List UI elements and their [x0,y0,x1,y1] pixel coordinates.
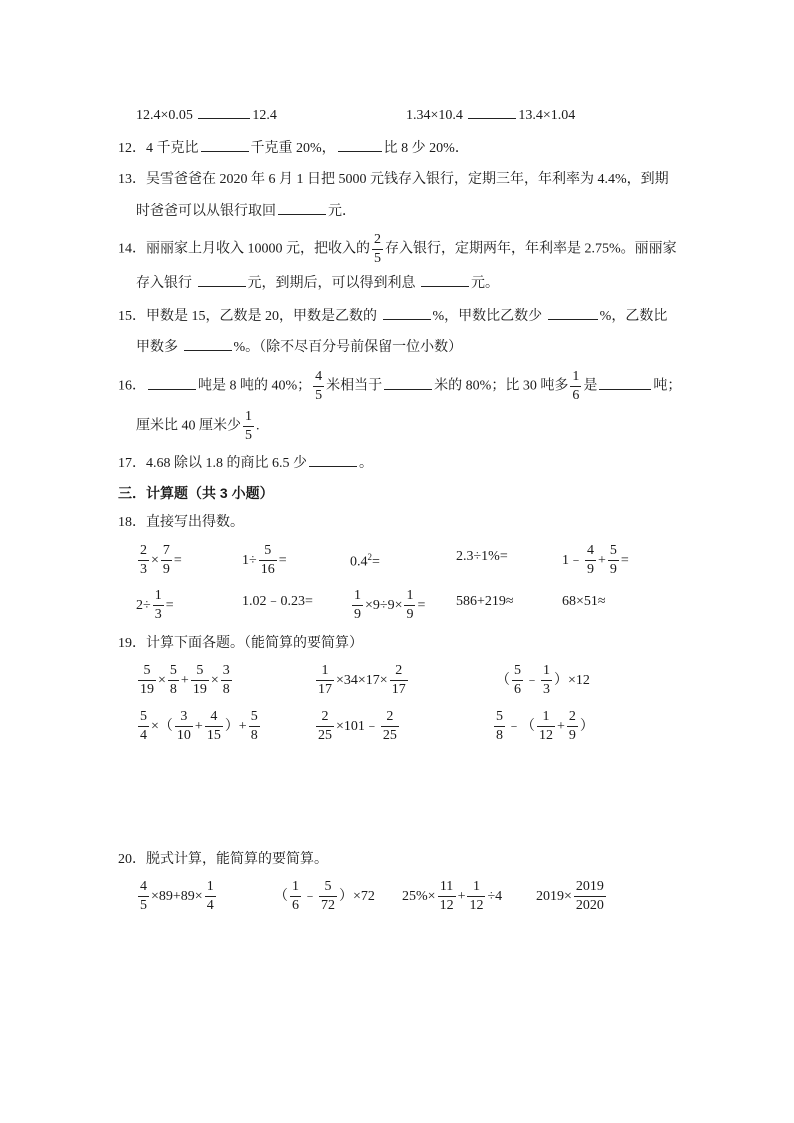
q15-text-1: 甲数是 15，乙数是 20，甲数是乙数的 [146,309,381,324]
answer-blank[interactable] [309,452,357,467]
q16-text-5: 吨； [653,378,682,394]
denominator: 17 [391,682,406,697]
denominator: 5 [374,251,381,266]
q16-text-1: 吨是 8 吨的 40%； [198,378,312,394]
numerator: 1 [153,589,164,606]
fraction [585,544,596,577]
question-19-label: 19．计算下面各题。（能简算的要简算） [118,636,363,651]
fraction [249,710,260,743]
equals-sign: = [372,554,380,570]
denominator: 3 [543,682,550,697]
equals-sign: = [278,552,287,568]
numerator: 2 [381,710,399,727]
q14-text-3: 存入银行 [136,276,196,291]
question-number: 15． [118,309,146,324]
fraction [316,710,334,743]
fraction [138,544,149,577]
operator-text: 25%× [402,888,436,904]
question-18-label: 18．直接写出得数。 [118,515,244,530]
denominator: 5 [315,388,323,403]
q14-text-1: 丽丽家上月收入 10000 元，把收入的 [146,241,370,257]
numerator: 4 [138,880,149,897]
denominator: 10 [176,728,191,743]
fraction [205,710,223,743]
fraction [313,370,324,403]
question-13-line2 [136,200,356,222]
q18-r2c3: $\frac{1}{9}$ ×9÷9× $\frac{1}{9}$ = [354,588,426,622]
denominator: 72 [321,898,335,913]
denominator: 19 [140,682,154,697]
denominator: 9 [406,607,414,622]
numerator: 2 [390,664,408,681]
fraction [138,710,149,743]
q20-e3: 25%× $\frac{11}{12}$ + $\frac{1}{12}$ ÷4 [402,879,503,913]
denominator: 8 [496,728,503,743]
numerator: 5 [168,664,179,681]
q16-text-7: . [256,418,260,434]
numerator: 1 [467,880,485,897]
operand: 2 [136,597,143,613]
operand: 1 [242,552,249,568]
q16-text-4: 是 [583,378,598,394]
denominator: 2020 [575,898,604,913]
denominator: 4 [206,898,214,913]
denominator: 6 [514,682,521,697]
q19-e3: （ $\frac{5}{6}$ ﹣ $\frac{1}{3}$ ）×12 [496,663,590,697]
q11-left-expr: 12.4×0.05 [136,108,193,123]
equals-sign: = [173,552,182,568]
denominator: 9 [162,562,170,577]
operator-text: ×34×17× [336,672,388,688]
fraction [168,664,179,697]
equals-sign: = [620,552,629,568]
fraction [438,880,456,913]
q15-text-3: %，乙数比 [599,309,668,324]
numerator: 4 [205,710,223,727]
fraction [205,880,216,913]
numerator: 5 [494,710,505,727]
denominator: 5 [245,428,252,443]
question-number: 13． [118,172,146,187]
q11-right-after: 13.4×1.04 [518,108,576,123]
numerator: 1 [205,880,216,897]
exponent: 2 [367,552,372,562]
q16-text-3: 米的 80%；比 30 吨多 [434,378,569,394]
denominator: 25 [382,728,397,743]
fraction [175,710,193,743]
answer-blank[interactable] [148,375,196,390]
q14-text-5: 元。 [471,276,499,291]
denominator: 3 [140,562,147,577]
q16-text-2: 米相当于 [326,378,383,394]
q18-r1c2: 1÷ $\frac{5}{16}$ = [242,543,287,577]
denominator: 12 [539,728,553,743]
fraction [138,664,156,697]
numerator: 1 [243,410,254,427]
fraction [570,370,581,403]
fraction [574,880,606,913]
q11-continuation-right [406,104,575,126]
numerator: 5 [608,544,619,561]
q17-text-2: 。 [359,456,373,471]
numerator: 4 [585,544,596,561]
numerator: 1 [537,710,555,727]
q11-left-after: 12.4 [252,108,277,123]
numerator: 2 [316,710,334,727]
q13-text-3: 元． [328,204,356,219]
denominator: 5 [140,898,147,913]
q18-r1c3 [350,547,380,573]
fraction [567,710,578,743]
answer-blank[interactable] [201,137,249,152]
operand: 1﹣ [562,552,583,568]
q20-e1 [136,880,218,913]
fraction [191,664,209,697]
question-number: 17． [118,456,146,471]
answer-blank[interactable] [548,305,598,320]
answer-blank[interactable] [278,200,326,215]
denominator: 25 [318,728,332,743]
q17-text-1: 4.68 除以 1.8 的商比 6.5 少 [146,456,307,471]
denominator: 4 [140,728,147,743]
denominator: 12 [439,898,454,913]
fraction [319,880,337,913]
operator-text: ÷4 [487,888,503,904]
q14-text-4: 元，到期后，可以得到利息 [247,276,419,291]
question-15-line2 [136,336,462,358]
answer-blank[interactable] [198,272,246,287]
denominator: 17 [318,682,332,697]
fraction [316,664,334,697]
denominator: 12 [469,898,484,913]
denominator: 8 [250,728,258,743]
q18-r1c5: 1﹣ $\frac{4}{9}$ + $\frac{5}{9}$ = [562,543,629,577]
numerator: 4 [313,370,324,387]
q15-text-4: 甲数多 [136,340,182,355]
answer-blank[interactable] [421,272,469,287]
fraction [221,664,232,697]
fraction [161,544,172,577]
numerator: 1 [290,880,301,897]
q19-e6: $\frac{5}{8}$ ﹣（ $\frac{1}{12}$ + $\frac{2}{9}$ ） [496,709,594,743]
numerator: 5 [249,710,260,727]
answer-blank[interactable] [338,137,382,152]
question-16-line2 [136,410,260,443]
numerator: 1 [570,370,581,387]
question-14 [118,233,677,266]
fraction [608,544,619,577]
q18-r2c2: 1.02﹣0.23= [242,594,313,609]
q19-e4: $\frac{5}{4}$ ×（ $\frac{3}{10}$ + $\frac{4}{15}$ ）+ $\frac{5}{8}$ [140,709,258,743]
q18-r1c4: 2.3÷1%= [456,549,508,564]
q18-r2c4: 586+219≈ [456,594,514,609]
numerator: 1 [404,589,415,606]
denominator: 6 [572,388,580,403]
numerator: 5 [512,664,523,681]
numerator: 1 [316,664,334,681]
denominator: 19 [192,682,207,697]
fraction [467,880,485,913]
question-20-label: 20．脱式计算，能简算的要简算。 [118,852,328,867]
operator-text: ×89+89× [151,888,203,904]
fraction [352,589,363,622]
denominator: 15 [206,728,221,743]
fraction [372,233,383,266]
fraction [259,544,277,577]
q18-r2c5: 68×51≈ [562,594,606,609]
question-12 [118,137,469,159]
fraction [494,710,505,743]
operator-text: ×101﹣ [336,718,379,734]
numerator: 1 [541,664,552,681]
denominator: 9 [587,562,594,577]
q14-text-2: 存入银行，定期两年，年利率是 2.75%。丽丽家 [385,241,677,257]
answer-blank[interactable] [599,375,651,390]
numerator: 2 [372,233,383,250]
numerator: 2019 [574,880,606,897]
numerator: 5 [259,544,277,561]
q18-r1c1: $\frac{2}{3}$ × $\frac{7}{9}$ = [140,543,182,577]
fraction [381,710,399,743]
question-13 [118,170,669,190]
question-17 [118,452,373,474]
fraction [290,880,301,913]
equals-sign: = [165,597,174,613]
q20-e2: （ $\frac{1}{6}$ ﹣ $\frac{5}{72}$ ）×72 [274,879,375,913]
fraction [390,664,408,697]
fraction [512,664,523,697]
section-3-heading: 三．计算题（共 3 小题） [118,485,274,501]
numerator: 11 [438,880,456,897]
numerator: 1 [352,589,363,606]
denominator: 8 [222,682,230,697]
numerator: 3 [221,664,232,681]
question-number: 16． [118,378,146,394]
question-number: 14． [118,241,146,257]
numerator: 3 [175,710,193,727]
q13-text-1: 吴雪爸爸在 2020 年 6 月 1 日把 5000 元钱存入银行，定期三年，年利率为 4.4%，到期 [146,172,669,187]
numerator: 5 [138,664,156,681]
q11-continuation [136,104,277,126]
question-number: 12． [118,141,146,156]
denominator: 8 [169,682,177,697]
question-14-line2 [136,272,499,294]
q13-text-2: 时爸爸可以从银行取回 [136,204,276,219]
fraction [537,710,555,743]
denominator: 16 [260,562,275,577]
q19-e1: $\frac{5}{19}$ × $\frac{5}{8}$ + $\frac{5}{19}$ × $\frac{3}{8}$ [140,663,230,697]
q19-e5 [314,710,401,743]
q16-text-6: 厘米比 40 厘米少 [136,418,241,434]
q11-right-expr: 1.34×10.4 [406,108,463,123]
fraction [541,664,552,697]
answer-blank[interactable] [198,104,250,119]
numerator: 2 [567,710,578,727]
numerator: 5 [138,710,149,727]
q12-text-2: 千克重 20%， [250,141,336,156]
answer-blank[interactable] [383,305,431,320]
denominator: 9 [609,562,617,577]
q15-text-5: %。（除不尽百分号前保留一位小数） [233,340,463,355]
question-15 [118,305,667,327]
numerator: 5 [319,880,337,897]
answer-blank[interactable] [468,104,516,119]
fraction [404,589,415,622]
q20-e4 [536,880,608,913]
operator-text: 2019× [536,888,572,904]
denominator: 9 [568,728,576,743]
fraction [138,880,149,913]
denominator: 3 [154,607,162,622]
fraction [243,410,254,443]
numerator: 2 [138,544,149,561]
q15-text-2: %，甲数比乙数少 [432,309,546,324]
expr: 0.4 [350,554,368,570]
q19-e2 [314,664,410,697]
question-16 [118,370,681,403]
equals-sign: = [417,597,426,613]
q18-r2c1: 2÷ $\frac{1}{3}$ = [136,588,174,622]
answer-blank[interactable] [384,375,432,390]
denominator: 6 [292,898,299,913]
operator-text: ）×72 [339,888,375,904]
denominator: 9 [354,607,361,622]
numerator: 5 [191,664,209,681]
fraction [153,589,164,622]
q12-text-1: 4 千克比 [146,141,199,156]
answer-blank[interactable] [184,336,232,351]
numerator: 7 [161,544,172,561]
q12-text-3: 比 8 少 20%． [383,141,469,156]
operator-text: ）×12 [554,672,590,688]
